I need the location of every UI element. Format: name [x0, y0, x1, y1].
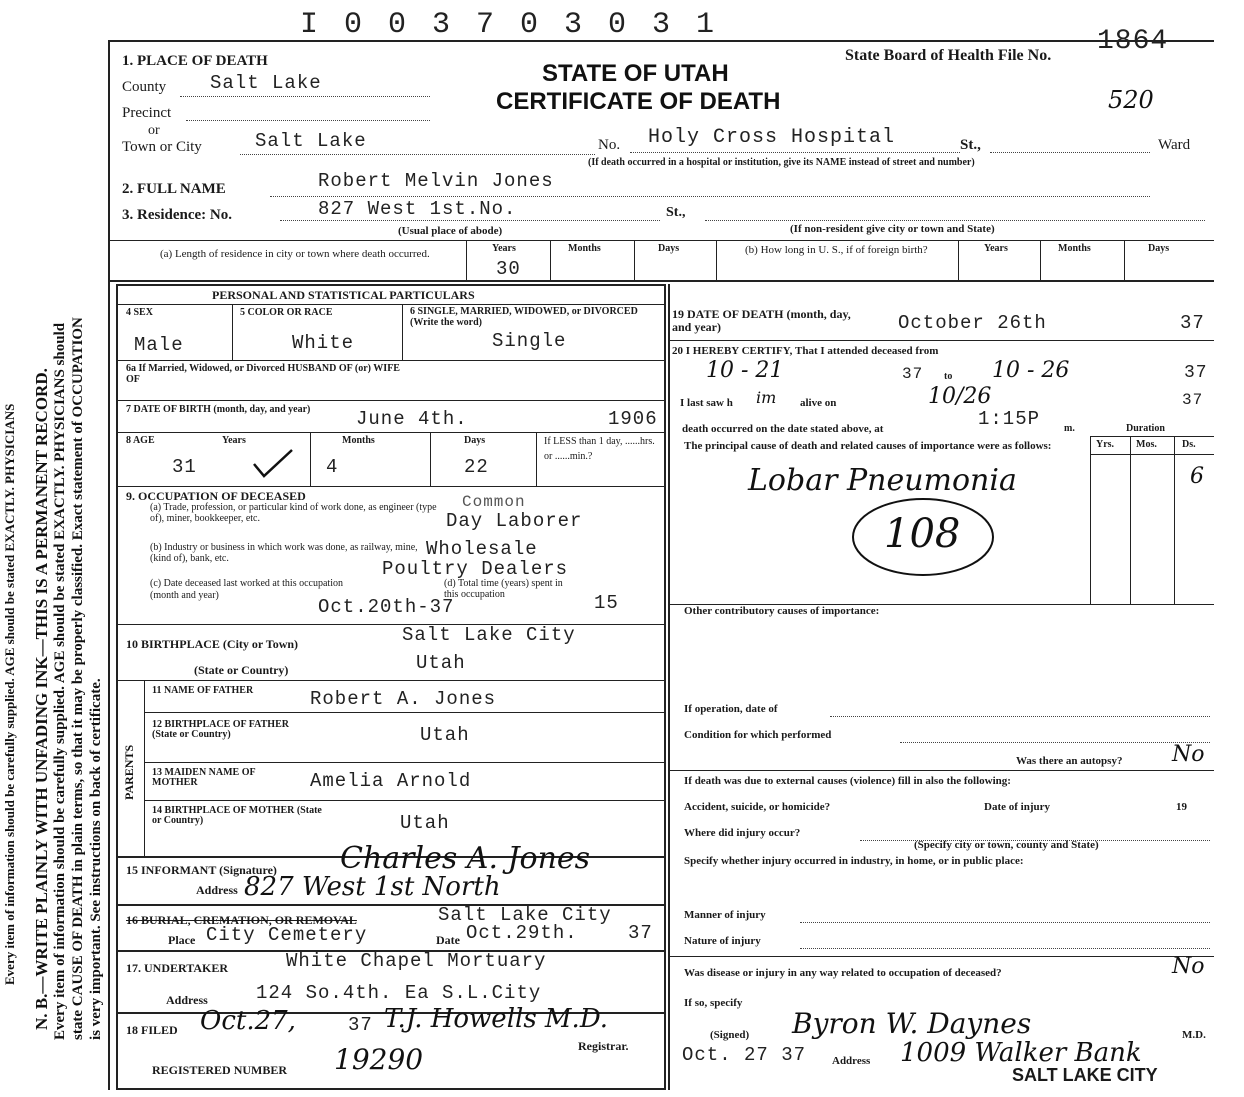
occupation-common: Common	[462, 493, 526, 511]
occupation-value: Day Laborer	[446, 510, 583, 532]
cause-of-death: Lobar Pneumonia	[748, 463, 1017, 498]
usual-abode-label: (Usual place of abode)	[398, 225, 503, 237]
us-years-header: Years	[984, 243, 1008, 254]
father-name: Robert A. Jones	[310, 688, 497, 710]
age-days-label: Days	[464, 435, 486, 446]
county-label: County	[122, 79, 167, 95]
hospital-note: (If death occurred in a hospital or institution, give its NAME instead of street and number)	[588, 157, 975, 168]
certificate-title-state: STATE OF UTAH	[542, 60, 729, 87]
duration-label: Duration	[1126, 423, 1165, 434]
margin-note-5: is very important. See instructions on back of certificate.	[88, 678, 104, 1040]
informant-label: 15 INFORMANT (Signature)	[126, 863, 277, 877]
birthplace-city: Salt Lake City	[402, 624, 576, 646]
color-label: 5 COLOR OR RACE	[240, 307, 333, 318]
file-number: 1864	[1097, 26, 1169, 57]
full-name-value: Robert Melvin Jones	[318, 170, 554, 192]
informant-address-label: Address	[196, 883, 238, 897]
to-label: to	[944, 371, 953, 382]
disease-related-label: Was disease or injury in any way related to occupation of deceased?	[684, 967, 1002, 979]
specify-city-label: (Specify city or town, county and State)	[914, 839, 1099, 851]
certificate-date: Oct. 27 37	[682, 1044, 807, 1066]
m-label: m.	[1064, 423, 1075, 434]
age-years-value: 31	[172, 456, 197, 478]
margin-note-4: state CAUSE OF DEATH in plain terms, so that it may be properly classified. Exact statement of OCCUPATION	[70, 317, 86, 1040]
industry-value-1: Wholesale	[426, 538, 538, 560]
physician-address-label: Address	[832, 1055, 871, 1067]
mother-birthplace: Utah	[400, 812, 450, 834]
where-injury-label: Where did injury occur?	[684, 827, 801, 839]
filed-date: Oct.27,	[200, 1006, 296, 1036]
registered-number: 19290	[334, 1043, 424, 1076]
cause-days: 6	[1190, 464, 1204, 489]
cause-code: 108	[884, 511, 961, 557]
condition-label: Condition for which performed	[684, 729, 832, 741]
months-col-label: Mos.	[1136, 439, 1157, 450]
margin-note-1: Every item of information should be carefully supplied. AGE should be stated EXACTLY. PHYSICIANS	[2, 403, 17, 985]
injury-date-label: Date of injury	[984, 801, 1050, 813]
attended-to: 10 - 26	[992, 358, 1070, 383]
years-header: Years	[492, 243, 516, 254]
filed-year: 37	[348, 1014, 373, 1036]
dob-label: 7 DATE OF BIRTH (month, day, and year)	[126, 404, 311, 415]
address-no-label: No.	[598, 137, 621, 153]
father-name-label: 11 NAME OF FATHER	[152, 685, 254, 696]
mother-name-label: 13 MAIDEN NAME OF MOTHER	[152, 767, 256, 788]
father-birthplace-label: 12 BIRTHPLACE OF FATHER (State or Country)	[152, 719, 289, 740]
manner-label: Manner of injury	[684, 909, 766, 921]
birthplace-state-label: (State or Country)	[194, 663, 289, 677]
birthplace-state: Utah	[416, 652, 466, 674]
age-days-value: 22	[464, 456, 489, 478]
parents-side-label: PARENTS	[122, 744, 136, 800]
attended-from: 10 - 21	[706, 358, 784, 383]
autopsy-label: Was there an autopsy?	[1016, 755, 1123, 767]
file-number-label: State Board of Health File No.	[845, 47, 1052, 64]
external-causes-label: If death was due to external causes (violence) fill in also the following:	[684, 775, 1011, 787]
burial-label: 16 BURIAL, CREMATION, OR REMOVAL	[126, 913, 357, 927]
certificate-title: CERTIFICATE OF DEATH	[496, 88, 781, 115]
place-of-death-label: 1. PLACE OF DEATH	[122, 53, 268, 69]
dob-year: 1906	[608, 408, 658, 430]
signed-label: (Signed)	[710, 1029, 750, 1041]
years-col-label: Yrs.	[1096, 439, 1115, 450]
age-months-label: Months	[342, 435, 375, 446]
residence-value: 827 West 1st.No.	[318, 198, 517, 220]
single-value: Single	[492, 330, 567, 352]
injury-year-label: 19	[1176, 801, 1187, 813]
days-header: Days	[658, 243, 680, 254]
occupation-d-label: (d) Total time (years) spent in this occupation	[444, 578, 563, 600]
physician-signature: Byron W. Daynes	[792, 1007, 1032, 1040]
death-year: 37	[1180, 312, 1205, 334]
single-label: 6 SINGLE, MARRIED, WIDOWED, or DIVORCED (Write the word)	[410, 306, 638, 328]
dob-value: June 4th.	[356, 408, 468, 430]
length-residence-label: (a) Length of residence in city or town where death occurred.	[160, 248, 430, 260]
residence-label: 3. Residence: No.	[122, 207, 232, 223]
personal-particulars-header: PERSONAL AND STATISTICAL PARTICULARS	[212, 288, 475, 302]
last-worked-value: Oct.20th-37	[318, 596, 455, 618]
burial-place: City Cemetery	[206, 924, 368, 946]
specify-injury-label: Specify whether injury occurred in industry, in home, or in public place:	[684, 855, 1024, 867]
burial-year: 37	[628, 922, 653, 944]
certify-label: 20 I HEREBY CERTIFY, That I attended deceased from	[672, 345, 939, 357]
ward-label: Ward	[1158, 137, 1191, 153]
physician-city: SALT LAKE CITY	[1012, 1065, 1158, 1085]
town-value: Salt Lake	[255, 130, 367, 152]
accident-label: Accident, suicide, or homicide?	[684, 801, 831, 813]
occupation-label: 9. OCCUPATION OF DECEASED	[126, 489, 306, 503]
days-col-label: Ds.	[1182, 439, 1196, 450]
mother-name: Amelia Arnold	[310, 770, 472, 792]
burial-date: Oct.29th.	[466, 922, 578, 944]
or-label: or	[148, 123, 160, 138]
nature-label: Nature of injury	[684, 935, 761, 947]
street-label: St.,	[960, 137, 981, 153]
top-serial-number: I 0 0 3 7 0 3 0 3 1	[300, 8, 719, 42]
residence-st-label: St.,	[666, 205, 686, 220]
autopsy-value: No	[1172, 742, 1205, 767]
industry-value-2: Poultry Dealers	[382, 558, 569, 580]
undertaker-label: 17. UNDERTAKER	[126, 961, 229, 975]
burial-date-label: Date	[436, 933, 460, 947]
registrar-signature: T.J. Howells M.D.	[384, 1004, 608, 1034]
other-causes-label: Other contributory causes of importance:	[684, 605, 880, 617]
check-mark-icon	[250, 446, 296, 482]
months-header: Months	[568, 243, 601, 254]
burial-city: Salt Lake City	[438, 904, 612, 926]
last-saw-him: im	[756, 388, 777, 407]
father-birthplace: Utah	[420, 724, 470, 746]
disease-related-value: No	[1172, 954, 1205, 979]
age-less-label: If LESS than 1 day, ......hrs. or ......min.?	[544, 436, 655, 462]
sex-label: 4 SEX	[126, 307, 153, 318]
hospital-value: Holy Cross Hospital	[648, 126, 896, 149]
date-of-death-label: 19 DATE OF DEATH (month, day, and year)	[672, 307, 851, 335]
occupation-c-label: (c) Date deceased last worked at this occupation (month and year)	[150, 578, 343, 601]
town-label: Town or City	[122, 139, 202, 155]
total-time-value: 15	[594, 592, 619, 614]
operation-label: If operation, date of	[684, 703, 778, 715]
birthplace-label: 10 BIRTHPLACE (City or Town)	[126, 637, 299, 651]
husband-wife-label: 6a If Married, Widowed, or Divorced HUSBAND OF (or) WIFE OF	[126, 363, 400, 385]
physician-address: 1009 Walker Bank	[900, 1038, 1142, 1068]
age-label: 8 AGE	[126, 435, 155, 446]
undertaker-name: White Chapel Mortuary	[286, 950, 547, 972]
occupation-b-label: (b) Industry or business in which work was done, as railway, mine, (kind of), bank, etc.	[150, 542, 418, 564]
attended-from-year: 37	[902, 365, 924, 383]
time-of-death: 1:15P	[978, 408, 1041, 430]
last-saw-label: I last saw h	[680, 397, 733, 409]
precinct-label: Precinct	[122, 105, 172, 121]
age-months-value: 4	[326, 456, 339, 478]
informant-address: 827 West 1st North	[244, 872, 501, 902]
cause-label: The principal cause of death and related causes of importance were as follows:	[684, 440, 1052, 452]
residence-years: 30	[496, 258, 521, 280]
last-saw-year: 37	[1182, 391, 1204, 409]
informant-signature: Charles A. Jones	[340, 841, 591, 876]
undertaker-address-label: Address	[166, 993, 208, 1007]
age-years-label: Years	[222, 435, 246, 446]
date-of-death: October 26th	[898, 312, 1047, 334]
burial-place-label: Place	[168, 933, 196, 947]
undertaker-address: 124 So.4th. Ea S.L.City	[256, 982, 542, 1004]
mother-birthplace-label: 14 BIRTHPLACE OF MOTHER (State or Country)	[152, 805, 322, 826]
alive-on-label: alive on	[800, 397, 837, 409]
md-label: M.D.	[1182, 1029, 1206, 1041]
us-days-header: Days	[1148, 243, 1170, 254]
color-value: White	[292, 332, 355, 354]
if-so-label: If so, specify	[684, 997, 743, 1009]
registered-number-label: REGISTERED NUMBER	[152, 1063, 288, 1077]
full-name-label: 2. FULL NAME	[122, 181, 226, 197]
filed-label: 18 FILED	[126, 1023, 178, 1037]
occupation-a-label: (a) Trade, profession, or particular kind of work done, as engineer (type of), miner, bookkeeper, etc.	[150, 502, 437, 524]
last-saw-date: 10/26	[928, 384, 992, 409]
county-value: Salt Lake	[210, 72, 322, 94]
margin-note-3: Every item of information should be carefully supplied. AGE should be stated EXACTLY. PHYSICIANS should	[52, 322, 68, 1040]
us-months-header: Months	[1058, 243, 1091, 254]
margin-note-2: N. B.—WRITE PLAINLY WITH UNFADING INK—THIS IS A PERMANENT RECORD.	[32, 368, 51, 1030]
time-label: death occurred on the date stated above, at	[682, 423, 884, 435]
extra-file-number: 520	[1108, 86, 1154, 114]
attended-to-year: 37	[1184, 363, 1208, 383]
nonresident-label: (If non-resident give city or town and State)	[790, 223, 995, 235]
registrar-label: Registrar.	[578, 1039, 629, 1053]
sex-value: Male	[134, 334, 184, 356]
us-residence-label: (b) How long in U. S., if of foreign birth?	[745, 244, 928, 256]
